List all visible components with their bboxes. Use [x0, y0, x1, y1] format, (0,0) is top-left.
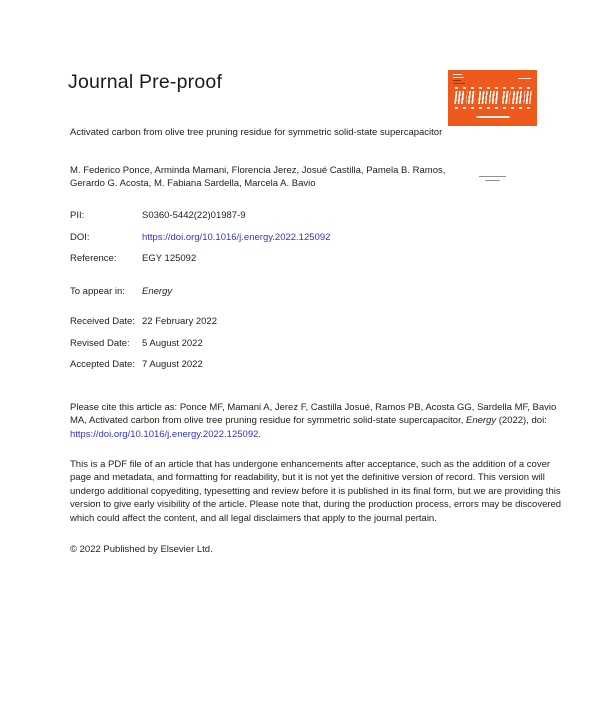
citation-doi-link[interactable]: https://doi.org/10.1016/j.energy.2022.125092. — [70, 428, 262, 440]
citation-middle: (2022), doi: — [496, 415, 547, 427]
disclaimer-paragraph: This is a PDF file of an article that has undergone enhancements after acceptance, such as the addition of a cover page and metadata, and formatting for readability, but it is not yet the definitive version of record. This version will undergo additional copyediting, typesetting and review before it is published in its final form, but we are providing this version to give early visibility of the article. Please note that, during the production process, errors may be discovered which could affect the content, and all legal disclaimers that apply to the journal pertain. — [70, 459, 562, 524]
accepted-date-value: 7 August 2022 — [142, 359, 203, 370]
revised-date-label: Revised Date: — [70, 338, 130, 349]
received-date-value: 22 February 2022 — [142, 316, 217, 327]
decor-line — [479, 176, 506, 177]
pii-value: S0360-5442(22)01987-9 — [142, 210, 246, 221]
accepted-date-label: Accepted Date: — [70, 359, 135, 370]
meta-row-revised-date — [70, 337, 203, 350]
reference-value: EGY 125092 — [142, 253, 197, 264]
pii-label: PII: — [70, 210, 85, 221]
journal-homepage-lines — [448, 176, 537, 184]
decor-line — [453, 83, 465, 84]
received-date-label: Received Date: — [70, 316, 135, 327]
journal-cover-thumbnail — [448, 70, 537, 126]
doi-link[interactable]: https://doi.org/10.1016/j.energy.2022.125092 — [142, 232, 331, 243]
cover-issue-info-lines — [453, 74, 467, 86]
citation-prefix: Please cite this article as: Ponce MF, Mamani A, Jerez F, Castilla Josué, Ramos PB, Acosta GG, Sardella MF, Bavio MA, Activated carbon from olive tree pruning residue for symmetric solid-state supercapacitor, — [70, 402, 557, 427]
decor-line — [453, 74, 462, 75]
meta-row-pii — [70, 209, 246, 222]
meta-row-to-appear-in — [70, 285, 172, 298]
copyright-line: © 2022 Published by Elsevier Ltd. — [70, 544, 213, 555]
cover-editors-line — [455, 107, 530, 109]
decor-line — [518, 78, 531, 79]
meta-row-doi — [70, 231, 330, 244]
journal-name: Energy — [142, 286, 173, 297]
reference-label: Reference: — [70, 253, 117, 264]
meta-row-accepted-date — [70, 358, 203, 371]
revised-date-value: 5 August 2022 — [142, 338, 203, 349]
article-title: Activated carbon from olive tree pruning residue for symmetric solid-state supercapacitor — [70, 127, 443, 138]
meta-row-reference — [70, 252, 196, 265]
cover-subtitle-line — [476, 116, 509, 118]
decor-line — [453, 80, 461, 81]
citation-paragraph — [70, 401, 561, 441]
decor-line — [453, 77, 464, 78]
doi-label: DOI: — [70, 232, 90, 243]
article-authors: M. Federico Ponce, Arminda Mamani, Florencia Jerez, Josué Castilla, Pamela B. Ramos, Gerardo G. Acosta, M. Fabiana Sardella, Marcela A. Bavio — [70, 165, 446, 190]
citation-journal-name: Energy — [466, 415, 497, 427]
meta-row-received-date — [70, 315, 217, 328]
cover-editors-line — [455, 87, 530, 89]
energy-journal-logo — [454, 91, 531, 104]
decor-line — [485, 180, 500, 181]
to-appear-label: To appear in: — [70, 286, 125, 297]
page-title: Journal Pre-proof — [68, 71, 223, 93]
